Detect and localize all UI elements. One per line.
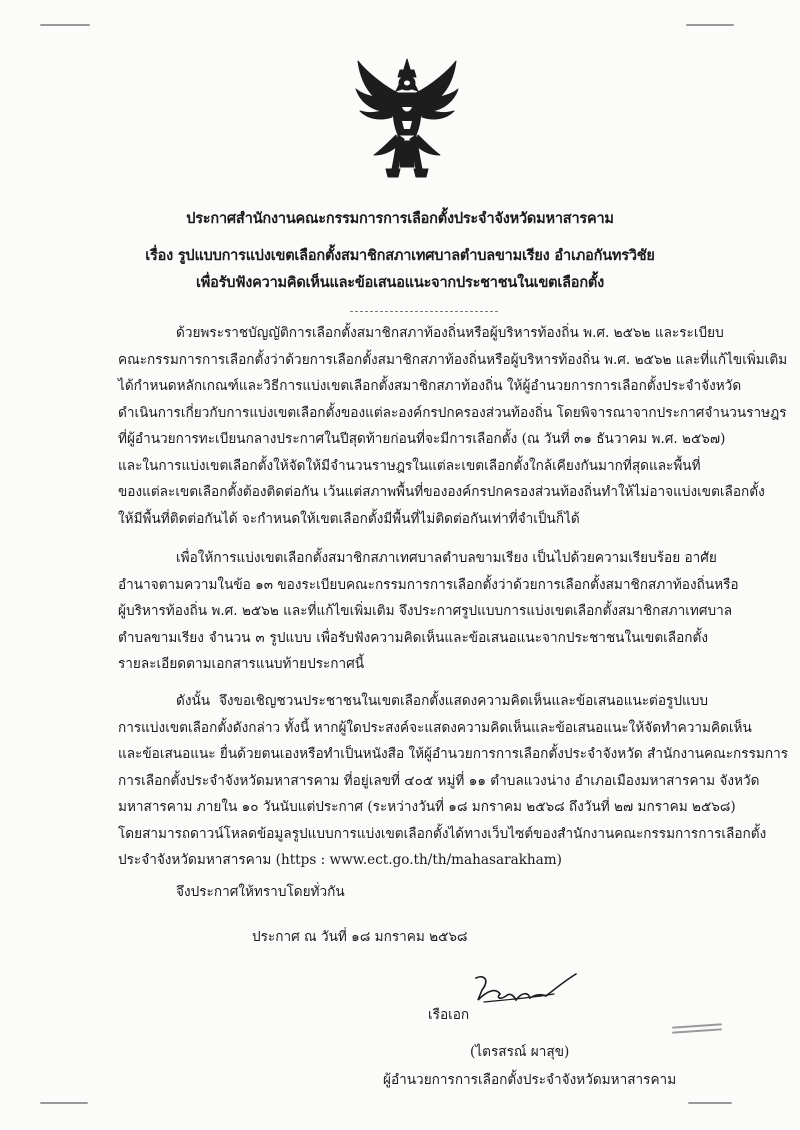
announcement-heading: ประกาศสำนักงานคณะกรรมการการเลือกตั้งประจำจังหวัดมหาสารคาม bbox=[186, 210, 614, 227]
signatory-name: (ไตรสรณ์ ผาสุข) bbox=[470, 1044, 570, 1060]
paragraph-line: รายละเอียดตามเอกสารแนบท้ายประกาศนี้ bbox=[118, 656, 365, 672]
paragraph-line: ประจำจังหวัดมหาสารคาม (https : www.ect.go.th/th/mahasarakham) bbox=[118, 852, 562, 868]
paragraph-2 bbox=[118, 545, 739, 678]
scan-mark-bottom-right bbox=[688, 1102, 732, 1104]
paragraph-line: ได้กำหนดหลักเกณฑ์และวิธีการแบ่งเขตเลือกตั้งสมาชิกสภาท้องถิ่น ให้ผู้อำนวยการการเลือกตั้งประจำจังหวัด bbox=[118, 378, 742, 394]
scan-mark-top-right bbox=[686, 24, 734, 26]
subject-line-continued: เพื่อรับฟังความคิดเห็นและข้อเสนอแนะจากประชาชนในเขตเลือกตั้ง bbox=[196, 274, 604, 291]
paragraph-line: และข้อเสนอแนะ ยื่นด้วยตนเองหรือทำเป็นหนังสือ ให้ผู้อำนวยการการเลือกตั้งประจำจังหวัด สำนักงานคณะกรรมการ bbox=[118, 746, 789, 762]
paragraph-line: โดยสามารถดาวน์โหลดข้อมูลรูปแบบการแบ่งเขตเลือกตั้งได้ทางเว็บไซต์ของสำนักงานคณะกรรมการการเลือกตั้ง bbox=[118, 825, 767, 842]
scan-mark-mid-right-2 bbox=[672, 1028, 722, 1033]
paragraph-line: ให้มีพื้นที่ติดต่อกันได้ จะกำหนดให้เขตเลือกตั้งมีพื้นที่ไม่ติดต่อกันเท่าที่จำเป็นก็ได้ bbox=[118, 510, 580, 527]
paragraph-line: การแบ่งเขตเลือกตั้งดังกล่าว ทั้งนี้ หากผู้ใดประสงค์จะแสดงความคิดเห็นและข้อเสนอแนะให้จัดทำความคิดเห็น bbox=[118, 719, 752, 736]
paragraph-line: มหาสารคาม ภายใน ๑๐ วันนับแต่ประกาศ (ระหว่างวันที่ ๑๘ มกราคม ๒๕๖๘ ถึงวันที่ ๒๗ มกราคม ๒๕๖๘) bbox=[118, 799, 736, 815]
paragraph-line: และในการแบ่งเขตเลือกตั้งให้จัดให้มีจำนวนราษฎรในแต่ละเขตเลือกตั้งใกล้เคียงกันมากที่สุดและพื้นที่ bbox=[118, 457, 701, 474]
paragraph-line: ของแต่ละเขตเลือกตั้งต้องติดต่อกัน เว้นแต่สภาพพื้นที่ขององค์กรปกครองส่วนท้องถิ่นทำให้ไม่อาจแบ่งเขตเลือกตั้ง bbox=[118, 484, 765, 500]
announce-line: จึงประกาศให้ทราบโดยทั่วกัน bbox=[176, 884, 345, 900]
paragraph-line: ดังนั้น จึงขอเชิญชวนประชาชนในเขตเลือกตั้งแสดงความคิดเห็นและข้อเสนอแนะต่อรูปแบบ bbox=[176, 693, 708, 709]
title-divider bbox=[350, 311, 498, 312]
announcement-date: ประกาศ ณ วันที่ ๑๘ มกราคม ๒๕๖๘ bbox=[252, 929, 468, 945]
paragraph-line: การเลือกตั้งประจำจังหวัดมหาสารคาม ที่อยู่เลขที่ ๔๐๕ หมู่ที่ ๑๑ ตำบลแวงน่าง อำเภอเมืองมหาสารคาม จังหวัด bbox=[118, 772, 760, 789]
scan-mark-top-left bbox=[40, 24, 90, 26]
subject-line: เรื่อง รูปแบบการแบ่งเขตเลือกตั้งสมาชิกสภาเทศบาลตำบลขามเรียง อำเภอกันทรวิชัย bbox=[145, 247, 655, 264]
paragraph-line: ที่ผู้อำนวยการทะเบียนกลางประกาศในปีสุดท้ายก่อนที่จะมีการเลือกตั้ง (ณ วันที่ ๓๑ ธันวาคม พ.ศ. ๒๕๖๗) bbox=[118, 431, 726, 447]
paragraph-line: ด้วยพระราชบัญญัติการเลือกตั้งสมาชิกสภาท้องถิ่นหรือผู้บริหารท้องถิ่น พ.ศ. ๒๕๖๒ และระเบียบ bbox=[176, 325, 724, 341]
paragraph-line: ดำเนินการเกี่ยวกับการแบ่งเขตเลือกตั้งของแต่ละองค์กรปกครองส่วนท้องถิ่น โดยพิจารณาจากประกาศจำนวนราษฎร bbox=[118, 404, 787, 421]
signatory-position: ผู้อำนวยการการเลือกตั้งประจำจังหวัดมหาสารคาม bbox=[383, 1072, 677, 1088]
paragraph-3 bbox=[118, 688, 789, 874]
signature-icon bbox=[470, 970, 580, 1018]
paragraph-line: เพื่อให้การแบ่งเขตเลือกตั้งสมาชิกสภาเทศบาลตำบลขามเรียง เป็นไปด้วยความเรียบร้อย อาศัย bbox=[176, 550, 717, 566]
paragraph-line: อำนาจตามความในข้อ ๑๓ ของระเบียบคณะกรรมการการเลือกตั้งว่าด้วยการเลือกตั้งสมาชิกสภาท้องถิ่นหรือ bbox=[118, 576, 739, 593]
paragraph-line: ตำบลขามเรียง จำนวน ๓ รูปแบบ เพื่อรับฟังความคิดเห็นและข้อเสนอแนะจากประชาชนในเขตเลือกตั้ง bbox=[118, 629, 708, 646]
paragraph-line: ผู้บริหารท้องถิ่น พ.ศ. ๒๕๖๒ และที่แก้ไขเพิ่มเติม จึงประกาศรูปแบบการแบ่งเขตเลือกตั้งสมาชิกสภาเทศบาล bbox=[118, 603, 733, 619]
paragraph-1 bbox=[118, 320, 788, 532]
garuda-emblem-icon bbox=[352, 55, 462, 183]
signatory-rank: เรือเอก bbox=[428, 1007, 470, 1023]
scan-mark-bottom-left bbox=[40, 1102, 88, 1104]
paragraph-line: คณะกรรมการการเลือกตั้งว่าด้วยการเลือกตั้งสมาชิกสภาท้องถิ่นหรือผู้บริหารท้องถิ่น พ.ศ. ๒๕๖๒ และที่แก้ไขเพิ่มเติม bbox=[118, 351, 788, 368]
